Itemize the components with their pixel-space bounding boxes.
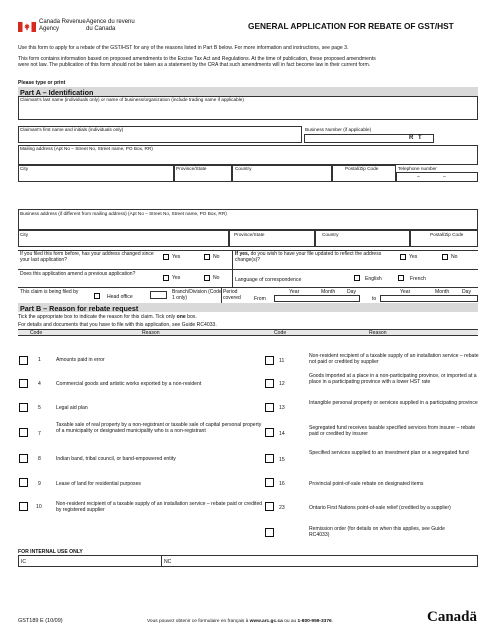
reason-text-15: Specified services supplied to an investment plan or a segregated fund: [309, 450, 469, 456]
business-postal-label: Postal/Zip Code: [430, 232, 464, 237]
update-file-no-label: No: [451, 254, 458, 260]
agency-name-fr: Agence du revenu du Canada: [86, 19, 135, 33]
filed-by-label: This claim is being filed by: [20, 289, 79, 295]
reason-table-header: [18, 329, 478, 336]
reason-text-13: Intangible personal property or services supplied in a participating province: [309, 400, 478, 406]
amend-yes-label: Yes: [172, 275, 181, 281]
left-reason-header: Reason: [142, 330, 160, 336]
reason-code-16: 16: [279, 481, 285, 487]
business-city-field[interactable]: [18, 230, 229, 247]
part-b-note-1: Tick the appropriate box to indicate the reason for this claim. Tick only one box.: [18, 314, 197, 320]
reason-text-5: Legal aid plan: [56, 405, 88, 411]
english-label: English: [365, 276, 382, 282]
reason-code-5: 5: [38, 405, 41, 411]
reason-text-12: Goods imported at a place in a non-participating province, or imported at a place in a participating province with a lower HST rate: [309, 373, 477, 386]
intro-text-2b: were not law. The publication of this form should not be taken as a statement by the CRA that such amendments will in fact become law in their current form.: [18, 62, 371, 68]
french-availability-note: Vous pouvez obtenir ce formulaire en français à www.arc.gc.ca ou au 1-800-959-3376.: [147, 619, 334, 624]
to-year-label: Year: [400, 289, 411, 295]
reason-text-11: Non-resident recipient of a taxable supply of an installation service – rebate not paid or credited by supplier: [309, 353, 479, 366]
reason-code-11: 11: [279, 358, 285, 364]
reason-text-9: Lease of land for residential purposes: [56, 481, 141, 487]
reason-code-14: 14: [279, 431, 285, 437]
business-city-label: City: [20, 232, 29, 237]
reason-text-8: Indian band, tribal council, or band-empowered entity: [56, 456, 176, 462]
business-country-label: Country: [322, 232, 339, 237]
french-label: French: [410, 276, 426, 282]
reason-checkbox-8[interactable]: [19, 454, 28, 463]
amend-yes-checkbox[interactable]: [163, 275, 169, 281]
from-year-label: Year: [289, 289, 300, 295]
head-office-label: Head office: [107, 294, 133, 300]
country-label: Country: [235, 166, 252, 171]
internal-use-box: [18, 555, 478, 567]
reason-code-8: 8: [38, 456, 41, 462]
claimant-first-name-label: Claimant's first name and initials (individuals only): [20, 127, 124, 132]
to-month-label: Month: [435, 289, 450, 295]
website-link[interactable]: www.arc.gc.ca: [249, 619, 283, 624]
internal-nc-label: NC: [164, 559, 172, 565]
reason-checkbox-9[interactable]: [19, 478, 28, 487]
internal-ic-label: IC: [21, 559, 27, 565]
reason-code-23: 23: [279, 505, 285, 511]
reason-checkbox-13[interactable]: [265, 403, 274, 412]
reason-checkbox-5[interactable]: [19, 403, 28, 412]
phone-number: 1-800-959-3376: [297, 619, 332, 624]
from-day-label: Day: [347, 289, 357, 295]
business-number-label: Business Number (if applicable): [305, 127, 372, 132]
address-changed-no-label: No: [213, 254, 220, 260]
tel-separator-2: –: [443, 174, 446, 180]
reason-text-7: Taxable sale of real property by a non-registrant or taxable sale of capital personal property of a municipality or designated municipality who is a non-registrant: [56, 422, 262, 435]
reason-checkbox-7[interactable]: [19, 428, 28, 437]
canada-flag-icon: [18, 19, 36, 29]
reason-code-4: 4: [38, 381, 41, 387]
postal-code-label: Postal/Zip Code: [345, 166, 379, 171]
reason-code-7: 7: [38, 431, 41, 437]
right-code-header: Code: [274, 330, 287, 336]
print-note: Please type or print: [18, 80, 66, 86]
agency-name-en: Canada Revenue Agency: [39, 19, 86, 33]
french-checkbox[interactable]: [398, 275, 404, 281]
bn-t-letter: T: [418, 135, 422, 141]
reason-code-13: 13: [279, 405, 285, 411]
intro-text-1: Use this form to apply for a rebate of the GST/HST for any of the reasons listed in Part B below. For more information and instructions, see page 3.: [18, 45, 349, 51]
reason-text-10: Non-resident recipient of a taxable supply of an installation service – rebate paid or credited by registered supplier: [56, 501, 263, 514]
period-label: Period covered: [223, 289, 241, 302]
reason-checkbox-1[interactable]: [19, 356, 28, 365]
part-b-heading: Part B – Reason for rebate request: [18, 303, 478, 312]
province-label: Province/State: [176, 166, 207, 171]
from-month-label: Month: [321, 289, 336, 295]
business-number-field[interactable]: [304, 134, 434, 143]
reason-code-12: 12: [279, 381, 285, 387]
amend-no-checkbox[interactable]: [204, 275, 210, 281]
update-file-no-checkbox[interactable]: [442, 254, 448, 260]
english-checkbox[interactable]: [354, 275, 360, 281]
part-a-heading: Part A – Identification: [18, 87, 478, 96]
reason-text-4: Commercial goods and artistic works exported by a non-resident: [56, 381, 202, 387]
internal-use-heading: FOR INTERNAL USE ONLY: [18, 549, 83, 555]
reason-checkbox-11[interactable]: [265, 356, 274, 365]
reason-code-15: 15: [279, 457, 285, 463]
period-to-label: to: [372, 296, 377, 302]
language-label: Language of correspondence: [235, 277, 302, 283]
canada-wordmark-logo: Canadä: [427, 609, 478, 625]
business-province-label: Province/State: [234, 232, 265, 237]
reason-checkbox-16[interactable]: [265, 478, 274, 487]
remission-order-checkbox[interactable]: [265, 528, 274, 537]
branch-label: Branch/Division (Code 1 only): [172, 289, 222, 302]
telephone-label: Telephone number: [398, 166, 437, 171]
reason-text-16: Provincial point-of-sale rebate on designated items: [309, 481, 424, 487]
reason-code-10: 10: [36, 504, 42, 510]
amend-no-label: No: [213, 275, 220, 281]
update-file-question: If yes, do you wish to have your file updated to reflect the address change(s)?: [235, 251, 382, 264]
period-from-field[interactable]: [274, 295, 360, 302]
reason-text-14: Segregated fund receives taxable specified services from insurer – rebate paid or credited by insurer: [309, 425, 476, 438]
head-office-checkbox[interactable]: [94, 293, 100, 299]
remission-order-text: Remission order (for details on when this applies, see Guide RC4033): [309, 526, 445, 539]
mailing-address-label: Mailing address (Apt No – Street No, Street name, PO Box, RR): [20, 146, 153, 151]
address-changed-question: If you filed this form before, has your address changed since your last application?: [20, 251, 154, 264]
business-address-label: Business address (if different from mailing address) (Apt No – Street No, Street name, PO Box, RR): [20, 211, 227, 216]
reason-checkbox-4[interactable]: [19, 379, 28, 388]
reason-checkbox-10[interactable]: [19, 502, 28, 511]
amend-question: Does this application amend a previous application?: [20, 271, 136, 277]
reason-checkbox-15[interactable]: [265, 454, 274, 463]
city-label: City: [20, 166, 29, 171]
branch-code-field[interactable]: [150, 291, 167, 299]
form-title: GENERAL APPLICATION FOR REBATE OF GST/HST: [248, 21, 454, 31]
bn-r-letter: R: [409, 135, 414, 141]
reason-code-9: 9: [38, 481, 41, 487]
address-changed-yes-label: Yes: [172, 254, 181, 260]
to-day-label: Day: [462, 289, 472, 295]
reason-checkbox-14[interactable]: [265, 428, 274, 437]
form-id: GST189 E (10/09): [18, 618, 63, 624]
reason-checkbox-23[interactable]: [265, 502, 274, 511]
address-changed-yes-checkbox[interactable]: [163, 254, 169, 260]
left-code-header: Code: [30, 330, 43, 336]
period-from-label: From: [254, 296, 266, 302]
reason-text-1: Amounts paid in error: [56, 357, 105, 363]
claimant-last-name-label: Claimant's last name (individuals only) or name of business/organization (include trading name if applicable): [20, 97, 244, 102]
part-b-note-2: For details and documents that you have to file with this application, see Guide RC4033.: [18, 322, 217, 328]
city-field[interactable]: [18, 165, 174, 182]
period-to-field[interactable]: [380, 295, 478, 302]
reason-checkbox-12[interactable]: [265, 379, 274, 388]
tel-separator-1: –: [417, 174, 420, 180]
address-changed-no-checkbox[interactable]: [204, 254, 210, 260]
intro-text-2a: This form contains information based on proposed amendments to the Excise Tax Act and Regulations. At the time of publication, these proposed amendments: [18, 56, 376, 62]
reason-code-1: 1: [38, 357, 41, 363]
right-reason-header: Reason: [369, 330, 387, 336]
update-file-yes-label: Yes: [409, 254, 418, 260]
update-file-yes-checkbox[interactable]: [400, 254, 406, 260]
telephone-field[interactable]: [396, 172, 478, 182]
reason-text-23: Ontario First Nations point-of-sale relief (credited by a supplier): [309, 505, 451, 511]
